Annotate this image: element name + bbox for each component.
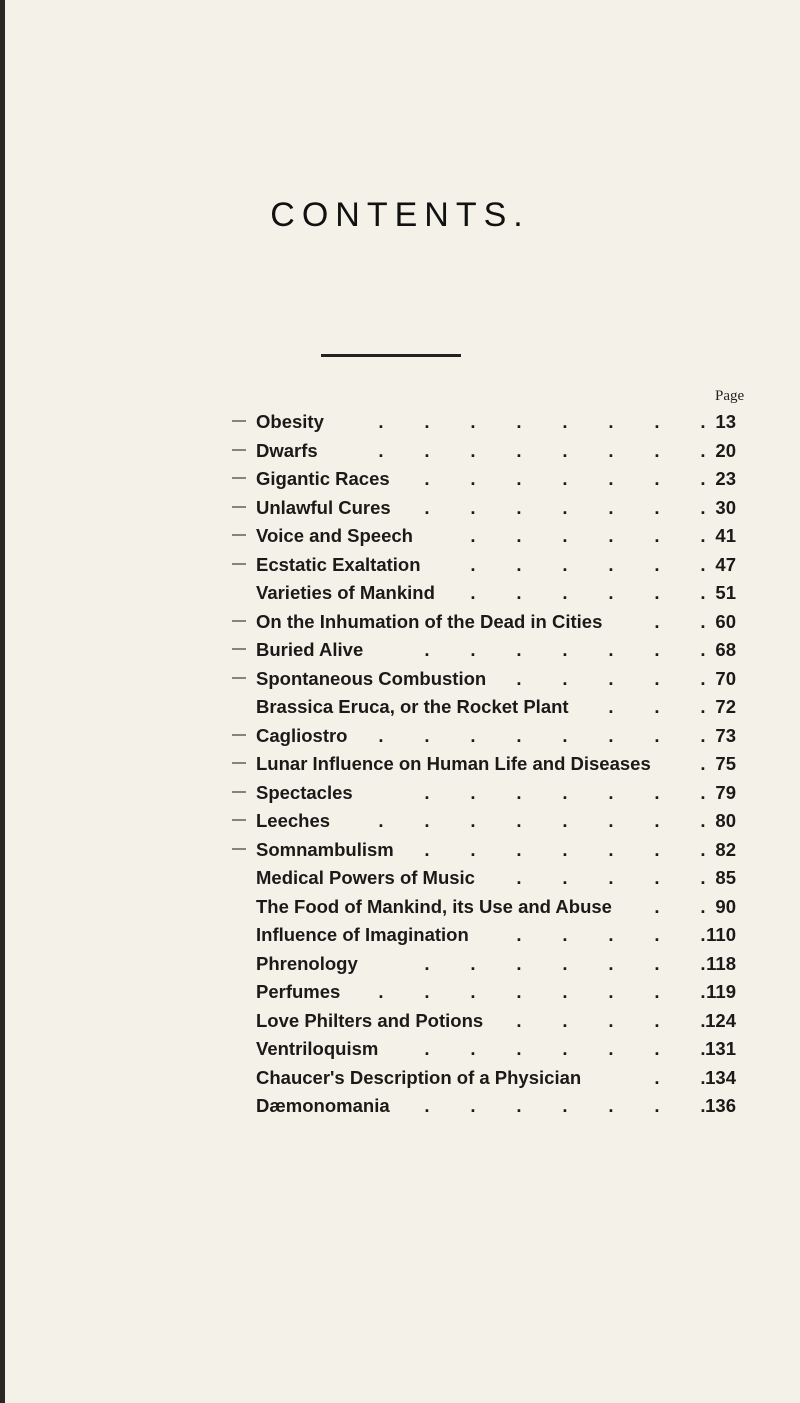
entry-title: Brassica Eruca, or the Rocket Plant (256, 696, 569, 717)
contents-entry (0, 782, 800, 811)
entry-title: Spectacles (256, 781, 353, 803)
contents-entry (0, 639, 800, 668)
entry-title: Phrenology (256, 952, 358, 974)
dot-leader: . . . . . . (470, 525, 706, 546)
entry-title: Dwarfs (256, 439, 318, 461)
entry-page-number: 131 (705, 1038, 736, 1059)
dot-leader: . . (654, 895, 706, 917)
page-title: CONTENTS. (270, 196, 530, 234)
entry-page-number: 20 (715, 439, 736, 461)
contents-entry (0, 953, 800, 982)
margin-pencil-mark (232, 762, 246, 764)
dot-leader: . . . . . . . (424, 952, 706, 974)
entry-title: Somnambulism (256, 838, 394, 860)
dot-leader: . . . . . . . . (378, 810, 706, 831)
entry-title: Spontaneous Combustion (256, 667, 487, 689)
margin-pencil-mark (232, 819, 246, 821)
entry-page-number: 75 (715, 753, 736, 774)
entry-title: Perfumes (256, 981, 341, 1002)
entry-title: Unlawful Cures (256, 496, 391, 518)
contents-entry (0, 924, 800, 953)
contents-entry (0, 696, 800, 725)
dot-leader: . . . . . (516, 867, 706, 888)
contents-entry (0, 582, 800, 611)
entry-title: Leeches (256, 810, 331, 831)
contents-entry (0, 810, 800, 839)
entry-page-number: 136 (705, 1095, 736, 1116)
entry-title: On the Inhumation of the Dead in Cities (256, 610, 603, 632)
entry-title: Buried Alive (256, 639, 364, 660)
dot-leader: . . . . . . . (424, 468, 706, 489)
entry-title: Chaucer's Description of a Physician (256, 1066, 582, 1088)
margin-pencil-mark (232, 506, 246, 508)
dot-leader: . . (654, 610, 706, 632)
contents-entry (0, 981, 800, 1010)
contents-entry (0, 1095, 800, 1124)
dot-leader: . . . (608, 696, 706, 717)
dot-leader: . . . . . (516, 1009, 706, 1031)
margin-pencil-mark (232, 477, 246, 479)
entry-page-number: 73 (715, 724, 736, 746)
entry-page-number: 90 (715, 895, 736, 917)
entry-title: Obesity (256, 411, 324, 432)
entry-page-number: 70 (715, 667, 736, 689)
dot-leader: . . (654, 1066, 706, 1088)
entry-title: Ventriloquism (256, 1038, 379, 1059)
contents-entry (0, 1010, 800, 1039)
title-rule (321, 354, 461, 357)
entry-title: Voice and Speech (256, 525, 413, 546)
entry-page-number: 124 (705, 1009, 736, 1031)
contents-entry (0, 611, 800, 640)
entry-title: Dæmonomania (256, 1095, 390, 1116)
contents-entry (0, 1067, 800, 1096)
dot-leader: . . . . . . . (424, 838, 706, 860)
entry-title: Medical Powers of Music (256, 867, 475, 888)
contents-entry (0, 668, 800, 697)
contents-entry (0, 554, 800, 583)
entry-title: Ecstatic Exaltation (256, 553, 421, 575)
margin-pencil-mark (232, 791, 246, 793)
entry-page-number: 51 (715, 582, 736, 603)
margin-pencil-mark (232, 534, 246, 536)
page-column-header: Page (715, 388, 745, 404)
margin-pencil-mark (232, 648, 246, 650)
entry-title: Cagliostro (256, 724, 348, 746)
dot-leader: . . . . . . . (424, 496, 706, 518)
entry-title: Influence of Imagination (256, 924, 469, 945)
margin-pencil-mark (232, 848, 246, 850)
entry-page-number: 68 (715, 639, 736, 660)
entry-page-number: 79 (715, 781, 736, 803)
entry-title: Varieties of Mankind (256, 582, 435, 603)
dot-leader: . . . . . . (470, 582, 706, 603)
entry-page-number: 80 (715, 810, 736, 831)
contents-entry (0, 839, 800, 868)
contents-entry (0, 525, 800, 554)
dot-leader: . . . . . (516, 667, 706, 689)
entry-page-number: 13 (715, 411, 736, 432)
entry-page-number: 118 (706, 952, 736, 974)
dot-leader: . . . . . . . . (378, 439, 706, 461)
entry-title: Love Philters and Potions (256, 1009, 484, 1031)
entry-page-number: 41 (715, 525, 736, 546)
entry-title: Lunar Influence on Human Life and Diseases (256, 753, 651, 774)
margin-pencil-mark (232, 620, 246, 622)
margin-pencil-mark (232, 420, 246, 422)
dot-leader: . . . . . . . (424, 1038, 706, 1059)
margin-pencil-mark (232, 563, 246, 565)
dot-leader: . . . . . . . (424, 639, 706, 660)
entry-page-number: 23 (715, 468, 736, 489)
entry-title: Gigantic Races (256, 468, 390, 489)
margin-pencil-mark (232, 449, 246, 451)
entry-page-number: 47 (715, 553, 736, 575)
contents-entry (0, 497, 800, 526)
entry-page-number: 134 (705, 1066, 736, 1088)
contents-entry (0, 411, 800, 440)
dot-leader: . . . . . . (470, 553, 706, 575)
contents-entry (0, 896, 800, 925)
entry-title: The Food of Mankind, its Use and Abuse (256, 895, 612, 917)
contents-entry (0, 1038, 800, 1067)
entry-page-number: 82 (715, 838, 736, 860)
contents-entry (0, 468, 800, 497)
contents-entry (0, 725, 800, 754)
margin-pencil-mark (232, 677, 246, 679)
contents-entry (0, 440, 800, 469)
contents-entry (0, 753, 800, 782)
dot-leader: . . . . . . . . (378, 724, 706, 746)
dot-leader: . (700, 753, 706, 774)
entry-page-number: 60 (715, 610, 736, 632)
entry-page-number: 85 (715, 867, 736, 888)
dot-leader: . . . . . . . . (378, 411, 706, 432)
dot-leader: . . . . . (516, 924, 706, 945)
contents-entry (0, 867, 800, 896)
entry-page-number: 72 (715, 696, 736, 717)
entry-page-number: 110 (706, 924, 736, 945)
dot-leader: . . . . . . . . (378, 981, 706, 1002)
entry-page-number: 30 (715, 496, 736, 518)
contents-list (0, 411, 800, 1124)
dot-leader: . . . . . . . (424, 1095, 706, 1116)
dot-leader: . . . . . . . (424, 781, 706, 803)
entry-page-number: 119 (706, 981, 736, 1002)
margin-pencil-mark (232, 734, 246, 736)
